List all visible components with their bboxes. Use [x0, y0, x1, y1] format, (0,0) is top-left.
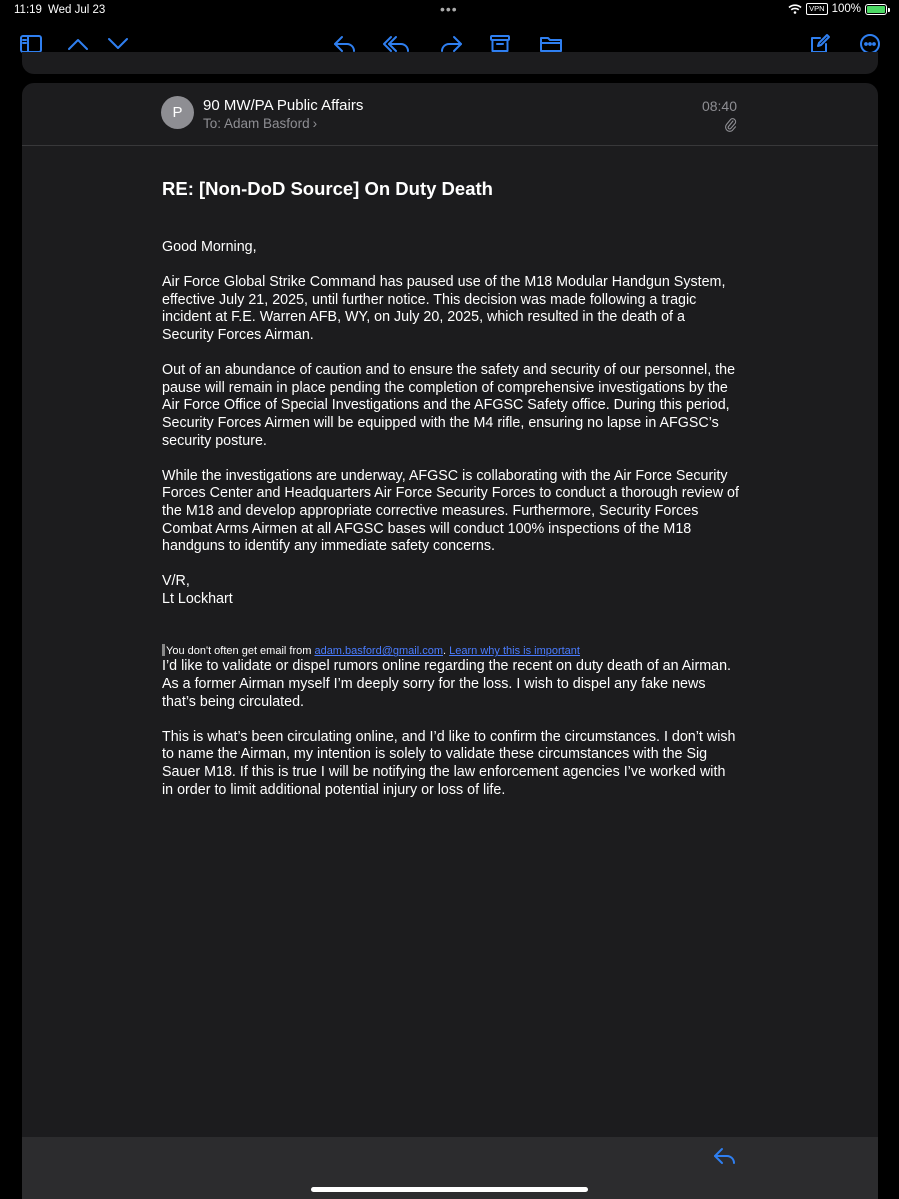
avatar[interactable]: P — [161, 96, 194, 129]
signature-name: Lt Lockhart — [162, 590, 233, 607]
multitasking-dots[interactable]: ••• — [440, 1, 458, 17]
status-date: Wed Jul 23 — [48, 4, 106, 16]
learn-why-link[interactable]: Learn why this is important — [449, 645, 580, 658]
body-paragraph-2: Out of an abundance of caution and to ensure the safety and security of our personnel, the pause will remain in place pending the completion of comprehensive investigations by the Air Force Office of Special Investigations and the AFGSC Safety office. During this period, Security Forces Airmen will be equipped with the M4 rifle, ensuring no lapse in AFGSC’s security posture. — [162, 362, 736, 449]
status-bar — [0, 0, 899, 22]
battery-percent: 100% — [831, 3, 861, 15]
notice-dot: . — [443, 645, 447, 658]
paperclip-icon — [725, 118, 737, 137]
sender-name[interactable]: 90 MW/PA Public Affairs — [203, 97, 364, 114]
external-sender-notice — [162, 644, 740, 658]
quoted-paragraph-1: I’d like to validate or dispel rumors online regarding the recent on duty death of an Airman. As a former Airman myself I’m deeply sorry for the loss. I wish to dispel any fake news that’s being circulated. — [162, 658, 732, 710]
reply-icon[interactable] — [712, 1145, 738, 1169]
greeting: Good Morning, — [162, 239, 257, 255]
to-label: To: — [203, 116, 222, 131]
quoted-paragraph-2: This is what’s been circulating online, and I’d like to confirm the circumstances. I don’t wish to name the Airman, my intention is solely to validate these circumstances with the Sig Sauer M18. If this is true I will be notifying the law enforcement agencies I’ve worked with in order to limit additional potential injury or loss of life. — [162, 728, 736, 798]
notice-prefix: You don't often get email from — [166, 645, 315, 658]
message-body — [162, 239, 740, 817]
message-time: 08:40 — [701, 98, 737, 114]
vpn-badge: VPN — [806, 3, 827, 15]
message-subject: RE: [Non-DoD Source] On Duty Death — [162, 178, 493, 199]
signature-block — [162, 573, 740, 608]
body-paragraph-3: While the investigations are underway, AFGSC is collaborating with the Air Force Security Forces Center and Headquarters Air Force Security Forces to conduct a thorough review of the M18 and develop appropriate corrective measures. Furthermore, Security Forces Combat Arms Airmen at all AFGSC bases will conduct 100% inspections of the M18 handguns to identify any immediate safety concerns. — [162, 467, 739, 555]
battery-icon — [865, 4, 887, 15]
wifi-icon — [788, 4, 802, 14]
status-time: 11:19 — [14, 4, 42, 16]
message-card — [22, 83, 878, 1199]
sender-email-link[interactable]: adam.basford@gmail.com — [314, 645, 444, 658]
home-indicator[interactable] — [311, 1187, 588, 1192]
status-indicators — [788, 3, 887, 15]
previous-message-card[interactable] — [22, 52, 878, 74]
body-paragraph-1: Air Force Global Strike Command has paused use of the M18 Modular Handgun System, effective July 21, 2025, until further notice. This decision was made following a tragic incident at F.E. Warren AFB, WY, on July 20, 2025, which resulted in the death of a Security Forces Airman. — [162, 274, 726, 343]
recipient-line[interactable] — [203, 116, 317, 131]
recipient-name[interactable]: Adam Basford — [224, 116, 310, 131]
chevron-right-icon: › — [312, 116, 318, 131]
quoted-message — [162, 658, 740, 799]
text-cursor — [162, 644, 165, 656]
message-header[interactable] — [22, 83, 878, 146]
signoff: V/R, — [162, 573, 190, 590]
